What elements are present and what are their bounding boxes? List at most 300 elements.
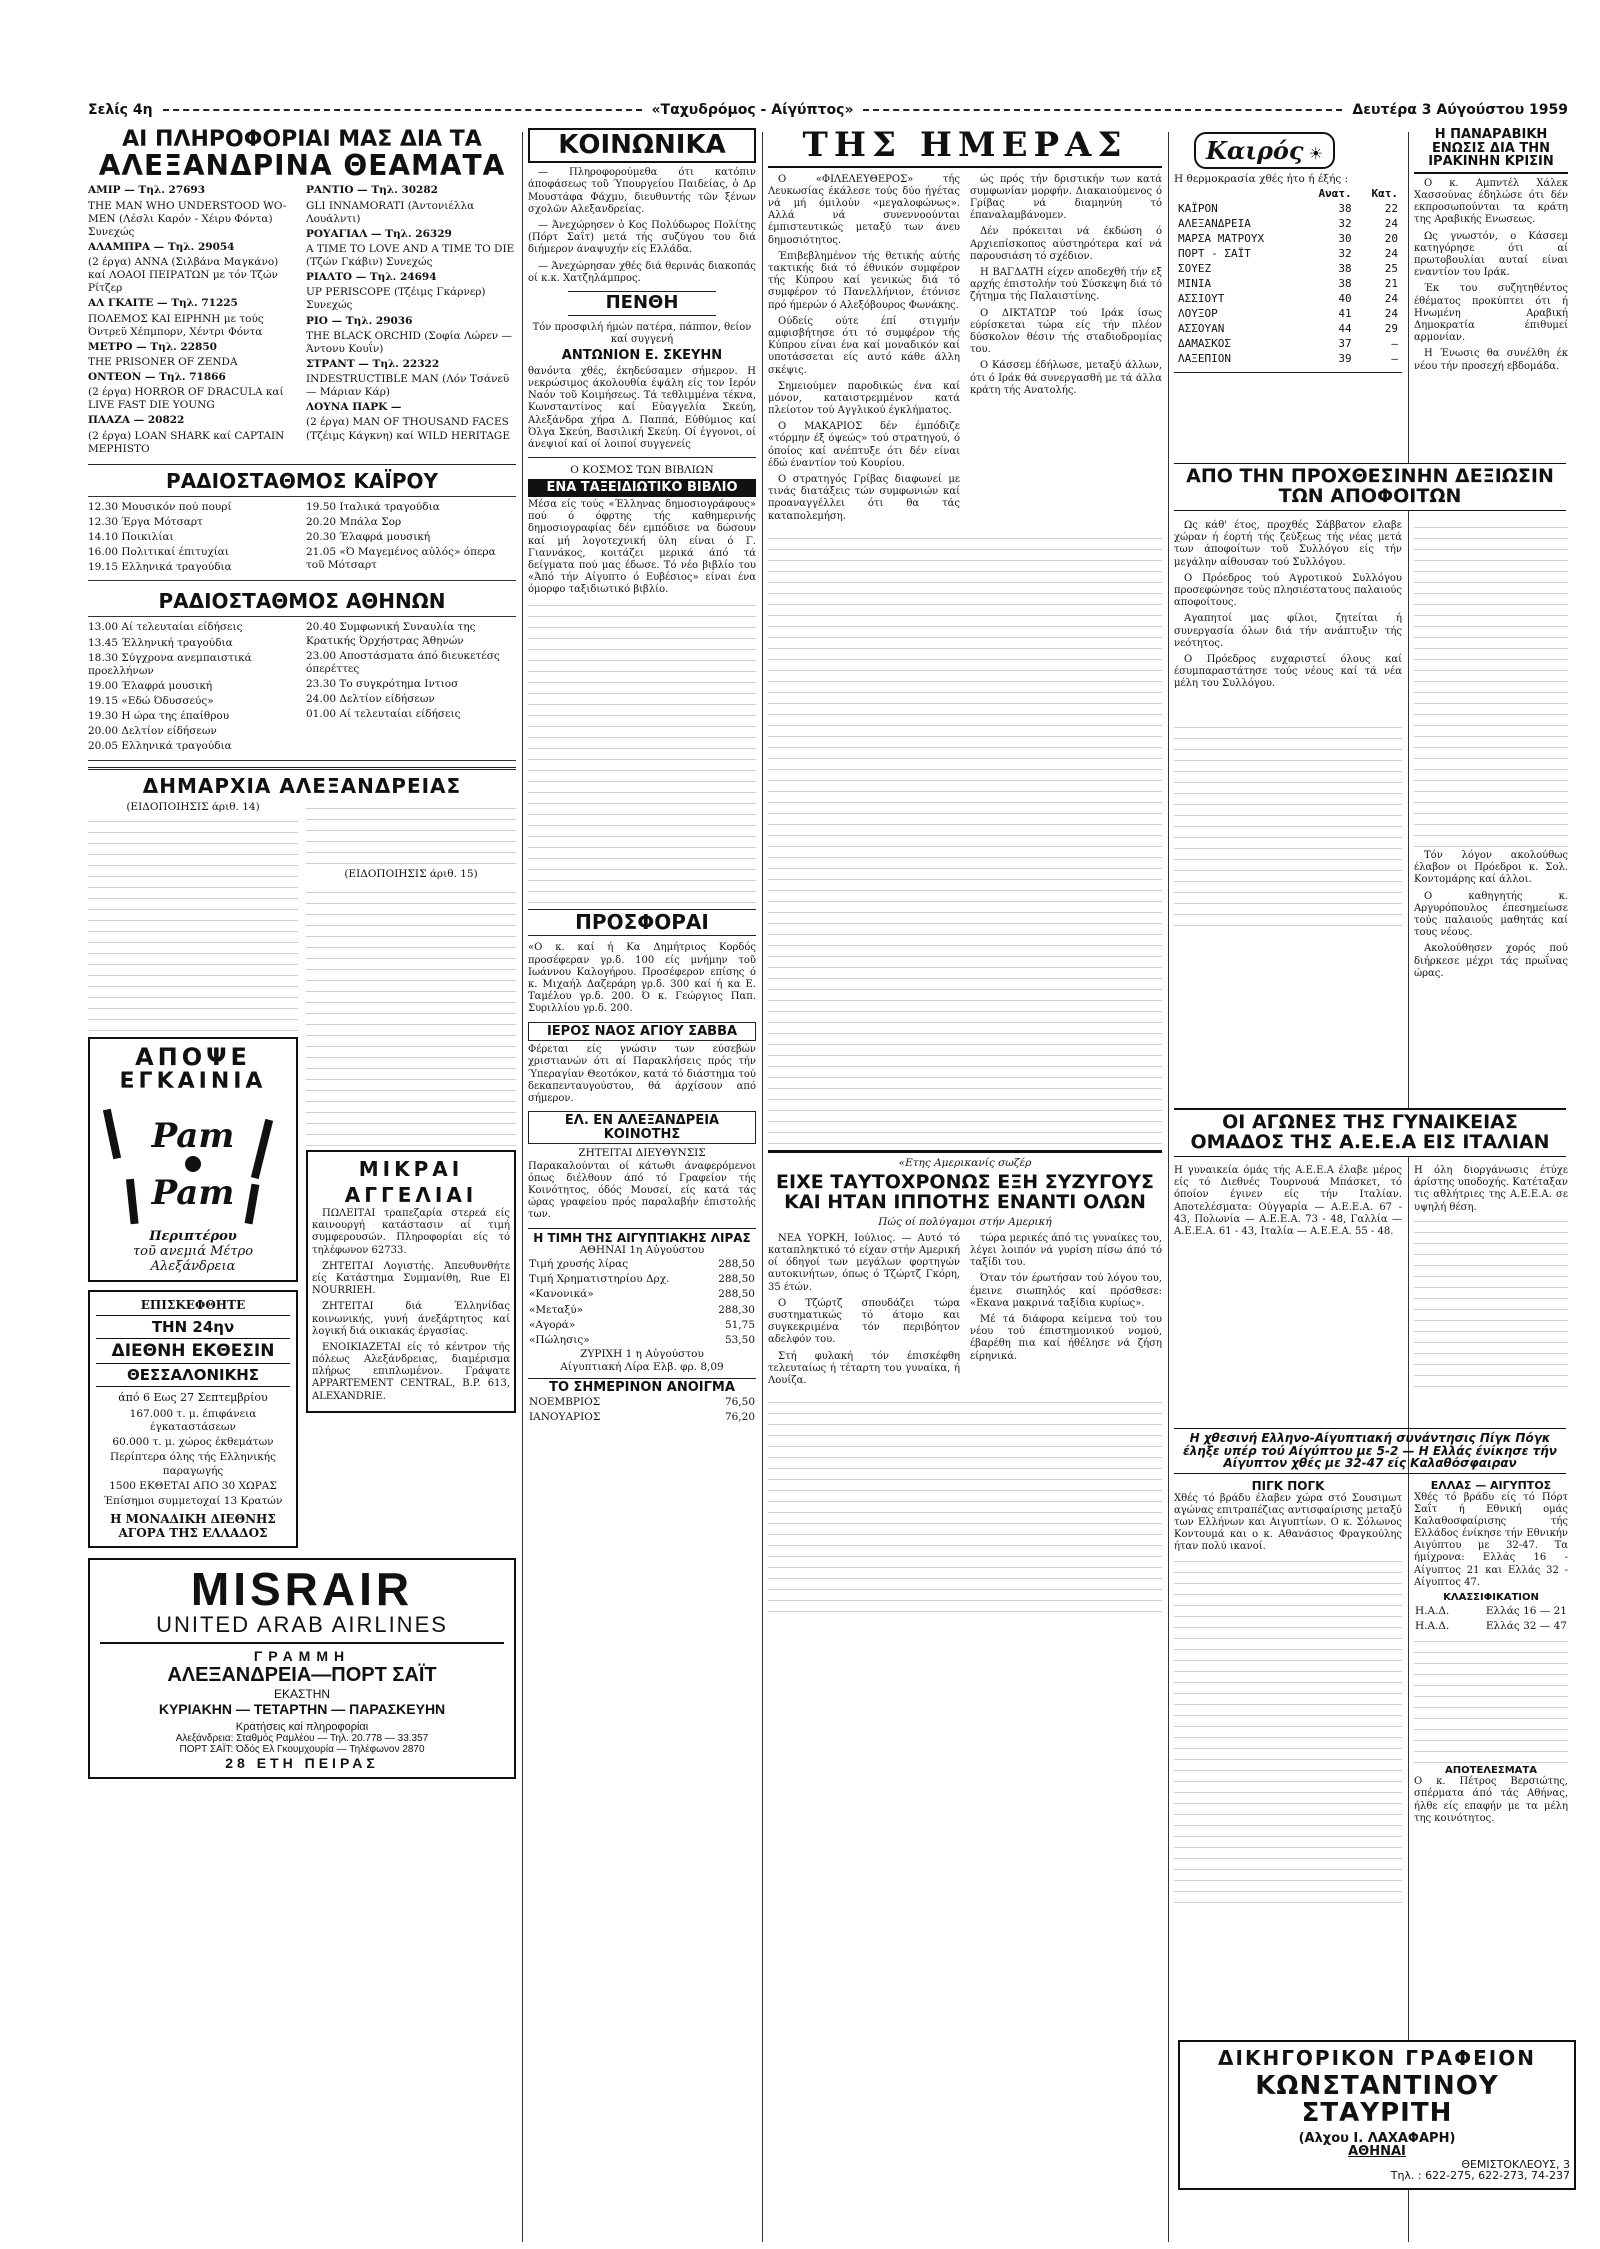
cinema-entry: ΡΙΟ — Τηλ. 29036 — [306, 314, 413, 327]
pingpong-text: Χθές τό βράδυ έλαβεν χώρα στό Σουσιμωτ αγώνας επιτραπέζιας αντισφαίρισης μεταξύ των Ελλήνων και Αιγυπτίων. Ο κ. Σόλωνος Κοντουμά και ο κ. Αθανάσιος Φραγκούλης ήταν πολύ ικανοί. — [1174, 1492, 1402, 1553]
fair-footer-2: ΑΓΟΡΑ ΤΗΣ ΕΛΛΑΔΟΣ — [118, 1525, 268, 1540]
radio-program: 19.15 Ελληνικά τραγούδια — [88, 561, 232, 574]
cinema-entry: (2 έργα) ΑΝΝΑ (Σιλβάνα Μαγκάνο) καί ΛΟΑΟΙ ΠΕΙΡΑΤΩΝ με τόν Τζών Ρίτζερ — [88, 256, 279, 295]
weather-row-cell: 38 — [1338, 202, 1352, 216]
cinema-entry: (2 έργα) MAN OF THOUSAND FACES (Τζέιμς Κάγκνη) καί WILD HERITAGE — [306, 416, 510, 442]
lira-zurich-value: Αίγυπτιακή Λίρα Ελβ. φρ. 8,09 — [560, 1361, 724, 1374]
radio-program: 21.05 «Ό Μαγεμένος αὐλός» όπερα τοῦ Μότσαρτ — [306, 546, 496, 572]
lira-zurich: ΖΥΡΙΧΗ 1 η Αὐγούστου — [580, 1347, 704, 1360]
day-body-right — [970, 174, 1162, 527]
pampam-caption-2: τοῦ ανεμιά Μέτρο — [132, 1244, 254, 1260]
today-row-cell: 76,20 — [724, 1411, 755, 1423]
radio-program: 19.50 Ιταλικά τραγούδια — [306, 500, 440, 513]
today-table — [528, 1395, 756, 1425]
ferry-title: ΑΠΟΤΕΛΕΣΜΑΤΑ — [1445, 1764, 1537, 1776]
pingpong-title: ΠΙΓΚ ΠΟΓΚ — [1251, 1479, 1325, 1493]
tonight-subtitle: ΕΓΚΑΙΝΙΑ — [119, 1068, 267, 1094]
social-paragraph: — Άνεχώρησεν ὁ Κος Πολύδωρος Πολίτης (Πόρτ Σαΐτ) μετά τής συζύγου του διά διήμερον άναψυχήν είς Ελλάδα. — [528, 220, 756, 256]
results-title: ΚΛΑΣΣΙΦΙΚΑΤΙΟΝ — [1443, 1592, 1539, 1604]
notice-left — [88, 801, 298, 1548]
pupils-paragraph: Τόν λόγον ακολούθως έλαβον οι Πρόεδροι κ. Σολ. Κοντομάρης καί άλλοι. — [1414, 850, 1568, 886]
fair-fact: Περίπτερα όλης τής Ελληνικής παραγωγής — [110, 1451, 276, 1477]
fair-footer-1: Η ΜΟΝΑΔΙΚΗ ΔΙΕΘΝΗΣ — [110, 1511, 276, 1526]
day-paragraph: Ούδείς ούτε έπί στιγμήν αμφισβήτησε ότι τό συμφέρον τής Κύπρου είναι ένα καί μοναδικόν καί υποτάσσεται είς αυτό κάθε άλλη σκέψις. — [768, 315, 960, 376]
basket-text-block — [1414, 1634, 1568, 1763]
pampam-caption-1: Περιπτέρου — [149, 1229, 237, 1245]
graduates-section — [1174, 463, 1566, 511]
radio-cairo-title: ΡΑΔΙΟΣΤΑΘΜΟΣ ΚΑΪΡΟΥ — [166, 468, 438, 493]
lira-sub: ΑΘΗΝΑΙ 1η Αὐγούστου — [579, 1244, 705, 1257]
weather-row — [1174, 321, 1402, 336]
cinema-entry: THE PRISONER OF ZENDA — [88, 355, 238, 368]
graduates-paragraph: Αγαπητοί μας φίλοι, ζητείται ή συνεργασία όλων διά τήν ανάπτυξιν τής νεότητος. — [1174, 613, 1402, 649]
basket-title: ΕΛΛΑΣ — ΑΙΓΥΠΤΟΣ — [1430, 1479, 1552, 1492]
radio-program: 12.30 Έργα Μότσαρτ — [88, 515, 203, 528]
cinema-headline-main: ΑΛΕΞΑΝΔΡΙΝΑ ΘΕΑΜΑΤΑ — [98, 149, 506, 183]
story-kicker: «Ετης Αμερικανίς σωζέρ — [898, 1156, 1032, 1169]
arab-paragraph: Ο κ. Αμπντέλ Χάλεκ Χασσούνας έδηλώσε ότι δέν εκπροσωπούνται τα κράτη της Αραβικής Ενωσεως. — [1414, 177, 1568, 226]
books-kicker: Ο ΚΟΣΜΟΣ ΤΩΝ ΒΙΒΛΙΩΝ — [570, 464, 714, 477]
cinema-entry: ΡΙΑΛΤΟ — Τηλ. 24694 — [306, 271, 437, 284]
lira-table — [528, 1257, 756, 1348]
day-paragraph: Ο ΔΙΚΤΑΤΩΡ τού Ιράκ ίσως εύρίσκεται τώρα είς τήν πλέον δύσκολον θέσιν τής σταδιοδρομίας του. — [970, 307, 1162, 356]
results-row — [1414, 1619, 1568, 1634]
weather-row — [1174, 216, 1402, 231]
women-results-section — [1414, 1165, 1568, 1390]
weather-row-cell: 29 — [1384, 322, 1398, 336]
results-row-cell: Η.Α.Δ. — [1415, 1619, 1450, 1632]
graduates-paragraph: Ο Πρόεδρος ευχαριστεί όλους καί έσυμπαραστάτησε τούς νέους καί τά νέα μέλη του Συλλόγου. — [1174, 653, 1402, 690]
women-results-text: Η όλη διοργάνωσις έτύχε άρίστης υποδοχής. Κατέταξαν τις αθλήτριες της Α.Ε.Ε.Α. σε υψηλή θέση. — [1414, 1165, 1568, 1213]
column-weather — [1174, 128, 1402, 379]
pupils-text-block — [1414, 520, 1568, 847]
story-paragraph: Στή φυλακή τόν έπισκέφθη τελευταίως ή τέταρτη του γυναίκα, ή Λουίζα. — [768, 1350, 960, 1386]
results-row-cell: Η.Α.Δ. — [1415, 1604, 1450, 1617]
fair-visit: ΕΠΙΣΚΕΦΘΗΤΕ — [96, 1298, 290, 1316]
radio-athens-schedule — [88, 616, 516, 760]
women-text-block — [1414, 1214, 1568, 1387]
tonight-title: ΑΠΟΨΕ — [135, 1042, 251, 1071]
lira-row-cell: 51,75 — [724, 1318, 755, 1331]
radio-program: 19.15 «Εδώ Όδυσσεύς» — [88, 695, 214, 708]
misrair-subtitle: UNITED ARAB AIRLINES — [100, 1612, 504, 1644]
weather-row — [1174, 231, 1402, 246]
fair-dates: άπό 6 Εως 27 Σεπτεμβρίου — [118, 1391, 268, 1405]
cinema-entry: ΟΝΤΕΟΝ — Τηλ. 71866 — [88, 371, 226, 384]
cinema-entry: ΡΟΥΑΓΙΑΛ — Τηλ. 26329 — [306, 227, 452, 240]
story-body-left — [768, 1233, 960, 1391]
weather-row-cell: — — [1391, 337, 1398, 351]
radio-program: 13.45 Έλληνική τραγούδια — [88, 636, 233, 649]
weather-intro: Η θερμοκρασία χθές ήτο ή έξής : — [1174, 173, 1349, 185]
cinema-entry: ΛΟΥΝΑ ΠΑΡΚ — — [306, 401, 402, 414]
today-row — [528, 1410, 756, 1425]
cinema-entry: THE BLACK ORCHID (Σοφία Λώρεν — Άντονυ Κουΐν) — [306, 329, 512, 355]
weather-row — [1174, 276, 1402, 291]
cinema-entry: ΡΑΝΤΙΟ — Τηλ. 30282 — [306, 184, 438, 197]
column-day — [768, 128, 1162, 1615]
weather-row — [1174, 351, 1402, 366]
weather-row-cell: ΑΣΣΟΥΑΝ — [1178, 322, 1225, 336]
story-paragraph: Ο Τζώρτζ σπουδάζει τώρα συστηματικώς τό άτομο και συγκεκριμένα τόν περιβόητον αδελφόν του. — [768, 1297, 960, 1346]
graduates-text — [1174, 520, 1402, 694]
cinema-entry: ΣΤΡΑΝΤ — Τηλ. 22322 — [306, 357, 440, 370]
cinema-headline: ΑΙ ΠΛΗΡΟΦΟΡΙΑΙ ΜΑΣ ΔΙΑ ΤΑ — [122, 128, 482, 152]
radio-program: 24.00 Δελτίον είδήσεων — [306, 693, 435, 706]
day-paragraph: Ο Κάσσεμ έδήλωσε, μεταξύ άλλων, ότι ό Ιράκ θά συνεργασθή με τά άλλα κράτη τής Ανατολής. — [970, 360, 1162, 396]
tonight-ad — [88, 1037, 298, 1282]
municipality-title: ΔΗΜΑΡΧΙΑ ΑΛΕΞΑΝΔΡΕΙΑΣ — [142, 773, 462, 798]
small-ad: ΕΝΟΙΚΙΑΖΕΤΑΙ είς τό κέντρον τής πόλεως Αλεξάνδρειας, διαμέρισμα πλήρως επιπλωμένον. Γράψατε APPARTEMENT CENTRAL, B.P. 613, ALEXANDRIE. — [312, 1341, 510, 1402]
offers-text: «Ο κ. καί ή Κα Δημήτριος Κορδός προσέφεραν γρ.δ. 100 είς μνήμην τοῦ Ιωάννου Καλογήρου. Προσέφερον επίσης ό κ. Μιχαήλ Δαζεράρη γρ.δ. 300 καί ή κα Ε. Ταμέλου γρ.δ. 200. Ό κ. Γεώργιος Παπ. Συριλλίου γρ.δ. 200. — [528, 942, 756, 1015]
graduates-title: ΑΠΟ ΤΗΝ ΠΡΟΧΘΕΣΙΝΗΝ ΔΕΞΙΩΣΙΝ ΤΩΝ ΑΠΟΦΟΙΤΩΝ — [1174, 463, 1566, 511]
lawyer-title-2: ΚΩΝΣΤΑΝΤΙΝΟΥ ΣΤΑΥΡΙΤΗ — [1255, 2071, 1499, 2129]
radio-athens-title: ΡΑΔΙΟΣΤΑΘΜΟΣ ΑΘΗΝΩΝ — [158, 589, 446, 614]
pupils-text — [1414, 850, 1568, 980]
radio-athens-right — [306, 621, 516, 755]
small-ads-list — [312, 1208, 510, 1403]
radio-program: 20.00 Δελτίον είδήσεων — [88, 725, 217, 738]
radio-program: 20.05 Ελληνικά τραγούδια — [88, 740, 232, 753]
weather-title: Καιρός — [1206, 136, 1304, 165]
pampam-text: Pam — [151, 1116, 235, 1157]
pampam-logo-icon — [98, 1099, 288, 1229]
lira-title: Η ΤΙΜΗ ΤΗΣ ΑΙΓΥΠΤΙΑΚΗΣ ΛΙΡΑΣ — [528, 1228, 756, 1245]
radio-program: 20.30 Έλαφρά μουσική — [306, 531, 431, 544]
fair-fact: Έπίσημοι συμμετοχαί 13 Κρατών — [103, 1494, 283, 1507]
column-divider — [1168, 132, 1169, 2242]
radio-program: 19.30 Η ώρα της έπαίθρου — [88, 710, 230, 723]
misrair-line-label: ΓΡΑΜΜΗ — [253, 1647, 351, 1664]
radio-program: 19.00 Έλαφρά μουσική — [88, 679, 213, 692]
column-divider — [1408, 132, 1409, 2242]
weather-row-cell: 39 — [1338, 352, 1352, 366]
graduates-paragraph: Ο Πρόεδρος τού Αγροτικού Συλλόγου προσεφώνησε τούς πλησιέστατους παλαιούς αποφοίτους. — [1174, 572, 1402, 609]
lira-row-cell: «Αγορά» — [529, 1318, 576, 1331]
cinema-listings — [88, 184, 516, 457]
lira-row — [528, 1272, 756, 1287]
misrair-ad — [88, 1558, 516, 1779]
fair-ad — [88, 1290, 298, 1548]
arab-body — [1414, 178, 1568, 373]
weather-row-cell: ΑΣΣΙΟΥΤ — [1178, 292, 1225, 306]
story-body-right — [970, 1233, 1162, 1391]
social-paragraph: — Άνεχώρησαν χθές διά θερινάς διακοπάς οί κ.κ. Χατζηλάμπρος. — [528, 260, 756, 284]
lira-row — [528, 1257, 756, 1272]
weather-table — [1174, 186, 1402, 366]
misrair-days-pre: ΕΚΑΣΤΗΝ — [273, 1686, 331, 1701]
weather-row-cell: 38 — [1338, 277, 1352, 291]
social-paragraph: — Πληροφορούμεθα ότι κατόπιν άποφάσεως τοῦ Ύπουργείου Παιδείας, ὁ Δρ Μουστάφα Φάχμυ, διευθυντής τῶν ξένων σχολῶν Αλεξανδρείας. — [528, 167, 756, 215]
day-paragraph: Ο «ΦΙΛΕΛΕΥΘΕΡΟΣ» τής Λευκωσίας έκάλεσε τούς δύο ήγέτας νά μή όμιλούν «μεγαλοφώνως». Αλλά νά συνεννοούνται έμπιστευτικώς μεταξύ των άνευ δημοσιότητος. — [768, 173, 960, 246]
graduates-text-block — [1174, 720, 1402, 929]
church-title: ΙΕΡΟΣ ΝΑΟΣ ΑΓΙΟΥ ΣΑΒΒΑ — [528, 1022, 756, 1042]
pingpong-text-block — [1174, 1554, 1402, 1903]
weather-header-row — [1174, 186, 1402, 201]
notice-number-2: (ΕΙΔΟΠΟΙΗΣΙΣ άριθ. 15) — [344, 867, 478, 880]
lira-row-cell: Τιμή Χρηματιστηρίου Δρχ. — [529, 1273, 670, 1286]
misrair-route: ΑΛΕΞΑΝΔΡΕΙΑ—ΠΟΡΤ ΣΑΪΤ — [167, 1663, 437, 1686]
results-row — [1414, 1604, 1568, 1619]
cinema-entry: GLI INNAMORATI (Άντονιέλλα Λουάλντι) — [306, 199, 475, 225]
story-section — [768, 1150, 1162, 1612]
weather-header-cell — [1174, 186, 1300, 201]
small-ad: ΠΩΛΕΙΤΑΙ τραπεζαρία στερεά είς καινουργή κατάστασιν αί τιμή συμφερουσών. Πληροφορίαι είς τό τηλέφωνον 62733. — [312, 1208, 510, 1256]
cinema-entry: ΠΟΛΕΜΟΣ ΚΑΙ ΕΙΡΗΝΗ με τούς Όντρεϋ Χέπμπορν, Χέντρι Φόντα — [88, 312, 264, 338]
community-text: Παρακαλούνται οί κάτωθι άναφερόμενοι όπως διέλθουν άπό τό Γραφείον τής Κοινότητος, όδός Μουσεί, είς κατά τάς ώρας γραφείου πρός παραλαβήν έπιστολής των. — [528, 1160, 756, 1221]
fair-line: ΔΙΕΘΝΗ ΕΚΘΕΣΙΝ — [96, 1339, 290, 1364]
weather-row-cell: 25 — [1384, 262, 1398, 276]
lira-row — [528, 1318, 756, 1333]
weather-row-cell: 24 — [1384, 247, 1398, 261]
weather-row-cell: 32 — [1338, 247, 1352, 261]
header-rule — [163, 109, 642, 111]
day-paragraph: Δέν πρόκειται νά έκδώση ό Αρχιεπίσκοπος αύστηρότερα καί νά παρουσιάση τό σχέδιον. — [970, 226, 1162, 262]
weather-row-cell: 37 — [1338, 337, 1352, 351]
weather-row-cell: ΔΑΜΑΣΚΟΣ — [1178, 337, 1231, 351]
weather-row-cell: ΑΛΕΞΑΝΔΡΕΙΑ — [1178, 217, 1251, 231]
day-text-block — [768, 531, 1162, 1144]
lira-row-cell: 288,50 — [718, 1288, 755, 1301]
weather-row — [1174, 246, 1402, 261]
story-paragraph: τώρα μερικές άπό τις γυναίκες του, λέγει λοιπόν νά γυρίση πίσω άπό τό ταξίδι του. — [970, 1232, 1162, 1269]
lira-row-cell: 288,30 — [718, 1303, 755, 1316]
lira-row — [528, 1303, 756, 1318]
fair-line: ΘΕΣΣΑΛΟΝΙΚΗΣ — [96, 1364, 290, 1387]
community-title: ΕΛ. ΕΝ ΑΛΕΞΑΝΔΡΕΙΑ ΚΟΙΝΟΤΗΣ — [528, 1111, 756, 1144]
mourning-intro: Τόν προσφιλή ήμών πατέρα, πάππον, θείον καί συγγενή — [532, 321, 752, 346]
fair-facts — [96, 1408, 290, 1508]
weather-row-cell: 38 — [1338, 262, 1352, 276]
radio-program: 16.00 Πολιτικαί έπιτυχίαι — [88, 546, 230, 559]
cinema-entry: (2 έργα) HORROR OF DRACULA καί LIVE FAST DIE YOUNG — [88, 386, 284, 412]
pampam-graphic — [96, 1099, 290, 1229]
radio-cairo-right — [306, 501, 516, 577]
weather-row-cell: ΛΟΥΞΟΡ — [1178, 307, 1218, 321]
lira-row — [528, 1333, 756, 1348]
books-text: Μέσα είς τούς «Έλληνας δημοσιογράφους» πού ό όφρτης τής καθημερινής δημοσιογραφίας δέν εμπόδισε να δώσουν καί μή λογοτεχνική ύλη είναι ό Γ. Γιαννάκος, κοιτάζει μερικά άπό τά δείγματα πού μας έδωσε. Τό νέο βιβλίο του «Άπό τήν Αίγυπτο ό Ευβέσιος» είναι ένα όμορφο ταξιδιωτικό βιβλίο. — [528, 498, 756, 596]
page-header — [88, 96, 1568, 124]
weather-row-cell: 41 — [1338, 307, 1352, 321]
misrair-logo: MISRAIR — [190, 1562, 414, 1615]
cinema-entry: UP PERISCOPE (Τζέιμς Γκάρνερ) Συνεχώς — [306, 286, 486, 312]
lira-row — [528, 1287, 756, 1302]
pingpong-banner — [1174, 1428, 1566, 1474]
weather-row-cell: ΛΑΞΕΠΙΟΝ — [1178, 352, 1231, 366]
weather-row-cell: ΚΑΪΡΟΝ — [1178, 202, 1218, 216]
misrair-days: ΚΥΡΙΑΚΗΝ — ΤΕΤΑΡΤΗΝ — ΠΑΡΑΣΚΕΥΗΝ — [158, 1700, 446, 1717]
cinema-list-left — [88, 184, 298, 457]
arab-title: Η ΠΑΝΑΡΑΒΙΚΗ ΕΝΩΣΙΣ ΔΙΑ ΤΗΝ ΙΡΑΚΙΝΗΝ ΚΡΙΣΙΝ — [1414, 128, 1568, 174]
today-row — [528, 1395, 756, 1410]
fair-fact: 167.000 τ. μ. έπιφάνεια έγκαταστάσεων — [129, 1408, 257, 1434]
ferry-text: Ο κ. Πέτρος Βερσιώτης, σπέρματα άπό τάς Αθήνας, ήλθε είς επαφήν με τα μέλη της κοινότητος. — [1414, 1776, 1568, 1824]
weather-row-cell: 40 — [1338, 292, 1352, 306]
lira-row-cell: 288,50 — [718, 1258, 755, 1271]
fair-lines — [96, 1316, 290, 1387]
issue-date: Δευτέρα 3 Αύγούστου 1959 — [1352, 102, 1569, 118]
notice-number: (ΕΙΔΟΠΟΙΗΣΙΣ άριθ. 14) — [126, 800, 260, 813]
notice-text-block — [88, 814, 298, 1031]
today-row-cell: ΝΟΕΜΒΡΙΟΣ — [529, 1395, 601, 1408]
radio-program: 20.40 Συμφωνική Συναυλία της Κρατικής Όρχήστρας Άθηνών — [306, 621, 476, 647]
weather-row — [1174, 291, 1402, 306]
weather-row-cell: 20 — [1384, 232, 1398, 246]
pingpong-banner-text: Η χθεσινή Ελληνο-Αίγυπτιακή συνάντησις Πίγκ Πόγκ έληξε υπέρ τού Αίγύπτου με 5-2 — Η Ελλάς ένίκησε τήν Αίγυπτον χθές με 32-47 είς Καλαθόσφαιραν — [1183, 1431, 1557, 1471]
day-paragraph: Η ΒΑΓΔΑΤΗ είχεν αποδεχθή τήν εξ αρχής έπιστολήν τού Σύσκεψη διά τό ζήτημα τής Παλαιστίνης. — [970, 267, 1162, 303]
story-subtitle: Πώς οί πολύγαμοι στήν Αμερική — [878, 1215, 1052, 1228]
lira-row-cell: «Κανονικά» — [529, 1288, 594, 1301]
page-number: Σελίς 4η — [88, 102, 153, 118]
weather-row-cell: 30 — [1338, 232, 1352, 246]
header-rule — [863, 109, 1342, 111]
pingpong-section — [1174, 1480, 1402, 1906]
weather-row-cell: ΜΙΝΙΑ — [1178, 277, 1212, 291]
weather-row-cell: ΣΟΥΕΖ — [1178, 262, 1212, 276]
pupils-section — [1414, 520, 1568, 984]
radio-program: 12.30 Μουσικόν πού πουρί — [88, 500, 232, 513]
weather-row-cell: ΜΑΡΣΑ ΜΑΤΡΟΥΧ — [1178, 232, 1265, 246]
lira-row-cell: «Πώλησις» — [529, 1333, 590, 1346]
lira-row-cell: Τιμή χρυσής λίρας — [529, 1258, 629, 1271]
results-table — [1414, 1604, 1568, 1634]
radio-program: 01.00 Αί τελευταίαι είδήσεις — [306, 708, 461, 721]
today-title: ΤΟ ΣΗΜΕΡΙΝΟΝ ΑΝΟΙΓΜΑ — [528, 1378, 756, 1395]
fair-fact: 60.000 τ. μ. χώρος έκθεμάτων — [112, 1436, 274, 1449]
day-paragraph: Έπιβεβλημένον τής θετικής αύτής τακτικής διά τό έθνικόν συμφέρον τής Κύπρου καί γενικώς διά τό συμφέρον τό Πανελλήνιον, έτόνισε πρό ήμερών ό Αλεξόβουρος Φωνάκης. — [768, 250, 960, 311]
svg-text:Pam: Pam — [151, 1173, 235, 1214]
cinema-entry: THE MAN WHO UNDERSTOOD WO-MEN (Λέσλι Καρόν - Χέιρυ Φόντα) Συνεχώς — [88, 199, 287, 238]
weather-row-cell: 21 — [1384, 277, 1398, 291]
women-title: ΟΙ ΑΓΩΝΕΣ ΤΗΣ ΓΥΝΑΙΚΕΙΑΣ ΟΜΑΔΟΣ ΤΗΣ Α.Ε.Ε.Α ΕΙΣ ΙΤΑΛΙΑΝ — [1174, 1108, 1566, 1157]
story-text-block — [768, 1395, 1162, 1612]
church-text: Φέρεται είς γνώσιν των εύσεβών χριστιανών ότι αί Παρακλήσεις πρός τήν Ύπεραγίαν Θεοτόκον, κατά τό διάστημα τού δεκαπενταυγούστου, θά άρχίσουν από σήμερον. — [528, 1044, 756, 1104]
column-social — [528, 128, 756, 1425]
weather-header-cell: Κατ. — [1371, 187, 1398, 201]
day-body-left — [768, 174, 960, 527]
books-title: ΕΝΑ ΤΑΞΕΙΔΙΩΤΙΚΟ ΒΙΒΛΙΟ — [528, 479, 756, 497]
day-body — [768, 174, 1162, 527]
cinema-entry: ΠΛΑΖΑ — 20822 — [88, 414, 185, 427]
pupils-paragraph: Ο καθηγητής κ. Αργυρόπουλος έπεσημείωσε τούς παλαιούς μαθητάς καί τους νέους. — [1414, 890, 1568, 939]
cinema-entry: ΑΛΑΜΠΡΑ — Τηλ. 29054 — [88, 240, 235, 253]
cinema-entry: ΜΕΤΡΟ — Τηλ. 22850 — [88, 340, 217, 353]
lira-row-cell: «Μεταξύ» — [529, 1303, 584, 1316]
radio-program: 18.30 Σύγχρονα ανεμπαιστικά προελλήνων — [88, 651, 252, 677]
lira-row-cell: 288,50 — [718, 1273, 755, 1286]
basket-section — [1414, 1480, 1568, 1825]
graduates-paragraph: Ως κάθ' έτος, προχθές Σάββατον ελαβε χώραν ή έορτή τής ζεύξεως τής νέας μετά των άποφοίτων τοῦ Συλλόγου είς τήν μεγάλην αίθουσαν τού Συλλόγου. — [1174, 520, 1402, 568]
radio-program: 13.00 Αί τελευταίαι είδήσεις — [88, 621, 243, 634]
women-section — [1174, 1108, 1566, 1157]
weather-row-cell: 22 — [1384, 202, 1398, 216]
misrair-address-1: Αλεξάνδρεια: Σταθμός Ραμλέου — Τηλ. 20.778 — 33.357 — [175, 1732, 429, 1744]
small-ads-box — [306, 1150, 516, 1413]
small-ads-section — [306, 1150, 516, 1413]
story-paragraph: Μέ τά διάφορα κείμενα τού του νέου τού έπιστημονικού νομού, έβαρέθη πια καί ήθέλησε νά ζήση είρηνικά. — [970, 1314, 1162, 1362]
weather-row-cell: 44 — [1338, 322, 1352, 336]
newspaper-name: «Ταχυδρόμος - Αίγύπτος» — [651, 102, 854, 118]
story-paragraph: ΝΕΑ ΥΟΡΚΗ, Ιούλιος. — Αυτό τό καταπληκτικό τό είχαν στήν Αμερική οί όδηγοί των μεγάλων φορτηγών αυτοκινήτων, όπως ό Τζώρτζ Γκόρη, 35 έτών. — [768, 1232, 960, 1293]
arab-paragraph: Έκ του συζητηθέντος έθέματος προκύπτει ότι ή Ηνωμένη Αραβική Δημοκρατία έπιθυμεί αρμονίαν. — [1414, 283, 1568, 344]
small-ads-title: ΜΙΚΡΑΙ ΑΓΓΕΛΙΑΙ — [344, 1157, 478, 1207]
notice-text-block — [306, 801, 516, 864]
arab-paragraph: Η Ένωσις θα συνέλθη έκ νέου τήν προσεχή εβδομάδα. — [1414, 348, 1568, 372]
lawyer-street: ΘΕΜΙΣΤΟΚΛΕΟΥΣ, 3 — [1461, 2157, 1570, 2171]
column-arab — [1414, 128, 1568, 377]
weather-header-cell: Ανατ. — [1318, 187, 1352, 201]
weather-row — [1174, 261, 1402, 276]
lawyer-ad — [1178, 2040, 1576, 2190]
today-row-cell: 76,50 — [724, 1395, 755, 1408]
arab-paragraph: Ως γνωστόν, ο Κάσσεμ κατηγόρησε ότι αί πρωτοβουλίαι αυταί είναι εναντίον του Ιράκ. — [1414, 230, 1568, 279]
weather-logo — [1194, 132, 1335, 169]
radio-program: 14.10 Ποικιλίαι — [88, 531, 174, 544]
offers-title: ΠΡΟΣΦΟΡΑΙ — [528, 909, 756, 936]
weather-row-cell: — — [1391, 352, 1398, 366]
column-divider — [762, 132, 763, 2242]
story-paragraph: Όταν τόν έρωτήσαν τού λόγου του, έμεινε σιωπηλός καί πρόσθεσε: «Εκανα μακρινά ταξίδια κυρίως». — [970, 1273, 1162, 1309]
cinema-entry: ΑΜΙΡ — Τηλ. 27693 — [88, 184, 206, 197]
fair-line: ΤΗΝ 24ην — [96, 1316, 290, 1339]
lira-row-cell: 53,50 — [724, 1333, 755, 1346]
social-title: ΚΟΙΝΩΝΙΚΑ — [528, 128, 756, 163]
radio-cairo-left — [88, 501, 298, 577]
results-row-cell: Ελλάς 32 — 47 — [1485, 1619, 1567, 1632]
day-paragraph: Ο στρατηγός Γρίβας διαφωνεί με τινάς διατάξεις τών συμφωνιών καί προαναγγέλλει ότι θα τάς καταπολεμήση. — [768, 474, 960, 522]
cinema-list-right — [306, 184, 516, 457]
misrair-years: 28 ΕΤΗ ΠΕΙΡΑΣ — [225, 1754, 379, 1771]
small-ad: ΖΗΤΕΙΤΑΙ Λογιστής. Άπευθυνθήτε είς Κατάστημα Συμμανίθη, Rue El NOURRIEH. — [312, 1260, 510, 1297]
small-ad: ΖΗΤΕΙΤΑΙ διά Έλληνίδας κοινωνικής, γυνή άνεξάρτητος καί λογική διά οικιακάς έργασίας. — [312, 1301, 510, 1337]
story-body — [768, 1233, 1162, 1391]
cinema-entry: A TIME TO LOVE AND A TIME TO DIE (Τζών Γκάβιν) Συνεχώς — [306, 242, 515, 269]
radio-program: 23.00 Αποστάσματα άπό διευκετέσς όπερέττες — [306, 649, 500, 675]
pupils-paragraph: Ακολούθησεν χορός πού διήρκεσε μέχρι τάς πρωΐνας ώρας. — [1414, 943, 1568, 979]
mourning-text: θανόντα χθές, έκηδεύσαμεν σήμερον. Η νεκρώσιμος άκολουθία έψάλη είς τον Ιερόν Ναόν τοῦ Κοιμήσεως. Τά τεθλιμμένα τέκνα, Κωνσταντίνος καί Εὐαγγελία Σκεύη, Αλεξάνδρα χήρα Δ. Παππά, Εὐθύμιος καί Όλγα Σκεύη, Βασιλική Σκεύη. Οί έγγονοι, οί άνεψιοί καί οί λοιποί συγγενείς — [528, 365, 756, 451]
cinema-entry: (2 έργα) LOAN SHARK καί CAPTAIN MEPHISTO — [88, 429, 285, 455]
lawyer-sub: (Αλχου Ι. ΛΑΧΑΦΑΡΗ) — [1298, 2130, 1456, 2146]
lawyer-city: ΑΘΗΝΑΙ — [1348, 2144, 1406, 2160]
basket-text: Χθές τό βράδυ είς τό Πόρτ Σαΐτ ή Εθνική ομάς Καλαθοσφαίρισης τής Ελλάδος ένίκησε τήν Εθνικήν Αιγύπτου με 32-47. Τα ήμίχρονα: Ελλάς 16 - Αίγυπτος 21 και Ελλάς 32 - Αίγυπτος 47. — [1414, 1491, 1568, 1588]
weather-row — [1174, 306, 1402, 321]
lawyer-title-1: ΔΙΚΗΓΟΡΙΚΟΝ ΓΡΑΦΕΙΟΝ — [1218, 2046, 1536, 2070]
radio-athens-left — [88, 621, 298, 755]
day-paragraph: ώς πρός τήν δριστικήν των κατά συμφωνίαν μορφήν. Διακαιούμενος ό Γρίβας νά διαμηνύη τό έπαναλαμβάνομεν. — [970, 173, 1162, 222]
misrair-info: Κρατήσεις καί πληροφορίαι — [235, 1720, 369, 1733]
pampam-caption-3: Αλεξάνδρεια — [150, 1259, 236, 1275]
weather-row-cell: 32 — [1338, 217, 1352, 231]
day-paragraph: Ο ΜΑΚΑΡΙΟΣ δέν έμπόδιζε «τόρμην έξ όψεώς» τού στρατηγού, ό όποίος καί ανέπτυξε ότι δέν είναι έδώ έναντίον τού Κουρίου. — [768, 421, 960, 469]
mourning-name: ΑΝΤΩΝΙΟΝ Ε. ΣΚΕΥΗΝ — [561, 348, 723, 364]
column-divider — [522, 132, 523, 2242]
weather-row — [1174, 336, 1402, 351]
cinema-entry: INDESTRUCTIBLE MAN (Λόν Τσάνεϋ — Μάριαν Κάρ) — [306, 373, 510, 399]
cinema-entry: ΑΛ ΓΚΑΙΤΕ — Τηλ. 71225 — [88, 297, 238, 310]
weather-row-cell: 24 — [1384, 217, 1398, 231]
weather-row — [1174, 201, 1402, 216]
books-text-block — [528, 598, 756, 903]
fair-fact: 1500 ΕΚΘΕΤΑΙ ΑΠΟ 30 ΧΩΡΑΣ — [109, 1479, 277, 1492]
radio-cairo-schedule — [88, 496, 516, 582]
day-title: ΤΗΣ ΗΜΕΡΑΣ — [768, 128, 1162, 168]
today-row-cell: ΙΑΝΟΥΑΡΙΟΣ — [529, 1411, 601, 1423]
women-text: Η γυναικεία όμάς τής Α.Ε.Ε.Α έλαβε μέρος είς τό Διεθνές Τουρνουά Μπάσκετ, τό όποίον έγινεν είς τήν Ιταλίαν. Αποτελέσματα: Ούγγαρία — Α.Ε.Ε.Α. 67 - 43, Πολωνία — Α.Ε.Ε.Α. 73 - 48, Γαλλία — Α.Ε.Ε.Α. 61 - 43, Ιταλία — Α.Ε.Ε.Α. 55 - 48. — [1174, 1165, 1402, 1237]
story-title: ΕΙΧΕ ΤΑΥΤΟΧΡΟΝΩΣ ΕΞΗ ΣΥΖΥΓΟΥΣ ΚΑΙ ΗΤΑΝ ΙΠΠΟΤΗΣ ΕΝΑΝΤΙ ΟΛΩΝ — [776, 1170, 1154, 1213]
column-entertainment — [88, 128, 516, 1779]
weather-row-cell: ΠΟΡΤ - ΣΑΪΤ — [1178, 247, 1251, 261]
day-paragraph: Σημειούμεν παροδικώς ένα καί μόνον, καταιστρεμμένον κατά πλείοτον τού Αγγλικού έγκλήματος. — [768, 380, 960, 417]
